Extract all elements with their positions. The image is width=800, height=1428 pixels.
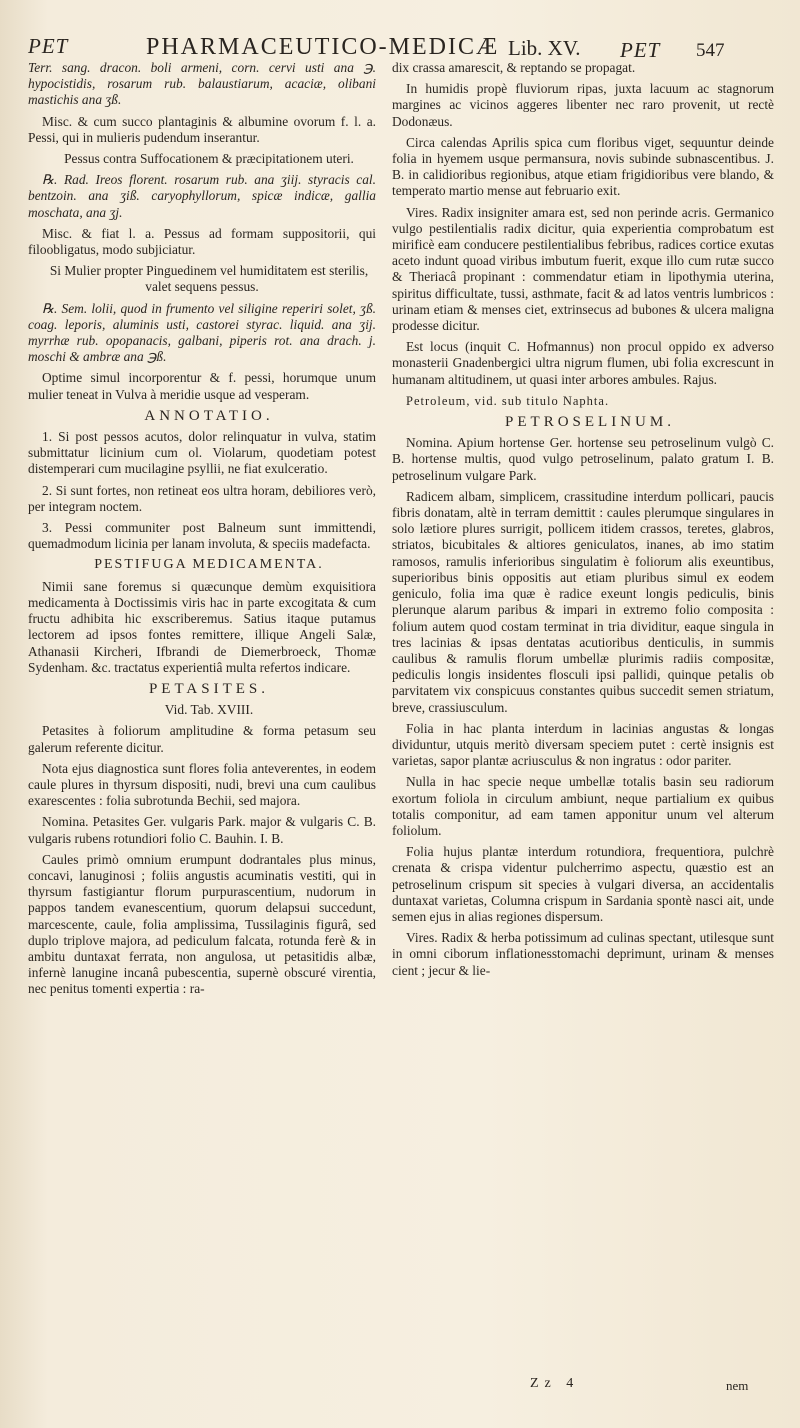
header-book: Lib. XV. (508, 36, 581, 60)
text-paragraph: Caules primò omnium erumpunt dodrantales plus minus, concavi, lanuginosi ; foliis angustis acuminatis vestiti, qui in thyrsum fastigiantur florum purpurascentium, nudorum in pappos tandem evanescentium, quorum delapsui succedunt, marcescente, caule, folia amplissima, Tussilaginis figurâ, sed duplo triplove majora, ad pediculum falcata, rotunda ferè & in ambitu duntaxat ferrata, non angulosa, ut petasitidis albæ, infernè lanugine incanâ pubescentia, supernè obscuré virentia, nec penitus tomenti expertia : ra- (28, 851, 376, 997)
annotation-item: 3. Pessi communiter post Balneum sunt immittendi, quemadmodum licinia per lanam involuta, & speciis madefacta. (28, 520, 376, 552)
header-title: PHARMACEUTICO-MEDICÆ (146, 34, 500, 60)
text-paragraph: Nomina. Apium hortense Ger. hortense seu petroselinum vulgò C. B. hortense multis, quod vulgo petroselinum, palato gratum I. B. petroselinum vulgare Park. (392, 435, 774, 483)
annotation-item: 1. Si post pessos acutos, dolor relinquatur in vulva, statim submittatur licinium cum ol. Violarum, quodetiam potest distemperari cum mucilagine psyllii, ne fiat exulceratio. (28, 429, 376, 477)
header-left-word: PET (28, 34, 69, 58)
section-heading: Si Mulier propter Pinguedinem vel humiditatem est sterilis, valet sequens pessus. (49, 263, 369, 295)
right-column (392, 60, 774, 984)
recipe-paragraph: ℞. Rad. Ireos florent. rosarum rub. ana ʒiij. styracis cal. bentzoin. ana ʒiß. caryophyllorum, spicæ indicæ, gallia moschata, ana ʒj. (28, 172, 376, 220)
text-paragraph: Nota ejus diagnostica sunt flores folia anteverentes, in eodem caule plures in thyrsum dispositi, nudi, brevi una cum caulibus exarescentes : folia subrotunda Bechii, sed majora. (28, 760, 376, 809)
text-paragraph: Nimii sane foremus si quæcunque demùm exquisitiora medicamenta à Doctissimis viris hac in parte excogitata & cum fructu adhibita hic exscriberemus. Satius itaque putamus lectorem ad ipsos fontes remittere, illique Angeli Salæ, Athanasii Kircheri, Ifbrandi de Diemerbroeck, Thomæ Sydenham. &c. tractatus experientiâ multa refertos indicare. (28, 578, 376, 675)
pestifuga-heading: PESTIFUGA MEDICAMENTA. (94, 557, 324, 573)
text-paragraph: Folia hujus plantæ interdum rotundiora, frequentiora, pulchrè crenata & crispa videntur pulcherrimo aspectu, quæstio est an petroselinum crispum sit species à vulgari diversa, an accidentalis duntaxat varietas, Columna crispum in Sardania spontè nasci ait, unde semen ejus in alias regiones dispersum. (392, 844, 774, 924)
text-paragraph: Vires. Radix insigniter amara est, sed non perinde acris. Germanico vulgo pestilentialis radix dicitur, quia experientia comprobatum est mirificè eam conducere pestilentialibus febribus, radices cortice exutas aceto indunt quoad viribus imbutum fuerit, exque illo cum rutæ succo & Theriacâ propinant : commendatur etiam in lipothymia uterina, spiritus difficultate, tussi, asthmate, facit & ad latos ventris lumbricos : urinam etiam & menses ciet, extrinsecus ad bubones & ulcera maligna prodesse dicitur. (392, 204, 774, 334)
text-paragraph: Vires. Radix & herba potissimum ad culinas spectant, utilesque sunt in omni ciborum inflationesstomachi deprimunt, urinam & menses cient ; jecur & lie- (392, 930, 774, 978)
text-paragraph: Petasites à foliorum amplitudine & forma petasum seu galerum referente dicitur. (28, 723, 376, 755)
recipe-paragraph: ℞. Sem. lolii, quod in frumento vel siligine reperiri solet, ʒß. coag. leporis, aluminis usti, castorei styrac. liquid. ana ʒij. myrrhæ rub. opopanacis, galbani, piperis rot. ana drach. j. moschi & ambræ ana ℈ß. (28, 300, 376, 365)
petroselinum-heading: PETROSELINUM. (505, 414, 675, 431)
text-paragraph: Misc. & fiat l. a. Pessus ad formam suppositorii, qui filoobligatus, modo subjiciatur. (28, 225, 376, 258)
section-heading: Pessus contra Suffocationem & præcipitationem uteri. (64, 151, 354, 167)
recipe-paragraph: Terr. sang. dracon. boli armeni, corn. cervi usti ana ℈. hypocistidis, rosarum rub. balaustiarum, acaciæ, olibani mastichis ana ʒß. (28, 60, 376, 108)
signature-mark: Zz 4 (530, 1376, 580, 1391)
text-paragraph: Folia in hac planta interdum in lacinias angustas & longas dividuntur, utquis meritò diversam speciem putet : certè insignis est varietas, sapor plantæ acriusculus & non ingratus : odor pariter. (392, 720, 774, 769)
header-right-word: PET (620, 38, 661, 62)
petasites-heading: PETASITES. (148, 680, 270, 697)
text-paragraph: In humidis propè fluviorum ripas, juxta lacuum ac stagnorum margines ac vicinos aggeres libenter nec raro provenit, ut rectè Dodonæus. (392, 81, 774, 129)
left-column (28, 60, 376, 1003)
text-paragraph: dix crassa amarescit, & reptando se propagat. (392, 60, 636, 75)
table-reference: Vid. Tab. XVIII. (164, 702, 254, 718)
page-number: 547 (696, 40, 725, 61)
catchword: nem (726, 1378, 749, 1393)
cross-reference: Petroleum, vid. sub titulo Naphta. (406, 393, 610, 408)
text-paragraph: Nulla in hac specie neque umbellæ totalis basin seu radiorum exortum foliola in circulum ambiunt, neque partialium ex quibus totalis componitur, ad eam tamen apponitur unum vel alterum foliolum. (392, 774, 774, 838)
text-paragraph: Radicem albam, simplicem, crassitudine interdum pollicari, paucis fibris donatam, altè in terram demittit : caules plerumque singulares in solo lætiore plures surrigit, pollicem itidem crassos, teretes, glabros, striatos, bicubitales & altiores geniculatos, inanes, ab imo statim ramosos, ramulis inferioribus singulatim è foliorum alis exeuntibus, superioribus binis oppositis aut etiam pluribus simul ex eodem geniculo, folia ima quæ è radice exeunt longis pediculis, binis plerunque alarum paribus & impari in extremo folio composita : folium autem quod costam terminat in tria dividitur, eaque singula in tres lacinias & ipsas dentatas acutioribus denticulis, in summis caulibus & ramulis florum umbellæ plurimis radiis compositæ, pediculis longis insidentes flosculi ipsi pallidi, quinque petalis ob parvitatem vix conspicuus constantes quibus succedit semen striatum, breve, crassiusculum. (392, 488, 774, 715)
text-paragraph: Misc. & cum succo plantaginis & albumine ovorum f. l. a. Pessi, qui in mulieris pudendum inserantur. (28, 113, 376, 145)
text-paragraph: Nomina. Petasites Ger. vulgaris Park. major & vulgaris C. B. vulgaris rubens rotundiori folio C. Bauhin. I. B. (28, 814, 376, 846)
annotatio-heading: ANNOTATIO. (144, 407, 274, 424)
text-paragraph: Circa calendas Aprilis spica cum floribus viget, sequuntur deinde folia in hyemem usque permansura, novis subinde subnascentibus. J. B. in calidioribus regionibus, atque etiam frigidioribus vere blando, & temperato martio mense aut februario exit. (392, 134, 774, 199)
annotation-item: 2. Si sunt fortes, non retineat eos ultra horam, debiliores verò, per integram noctem. (28, 482, 376, 514)
text-paragraph: Est locus (inquit C. Hofmannus) non procul oppido ex adverso monasterii Gnadenbergici ultra nigrum flumen, ubi folia excrescunt in humanam altitudinem, ut quasi inter arbores ambules. Rajus. (392, 339, 774, 387)
text-paragraph: Optime simul incorporentur & f. pessi, horumque unum mulier teneat in Vulva à meridie usque ad vesperam. (28, 370, 376, 402)
